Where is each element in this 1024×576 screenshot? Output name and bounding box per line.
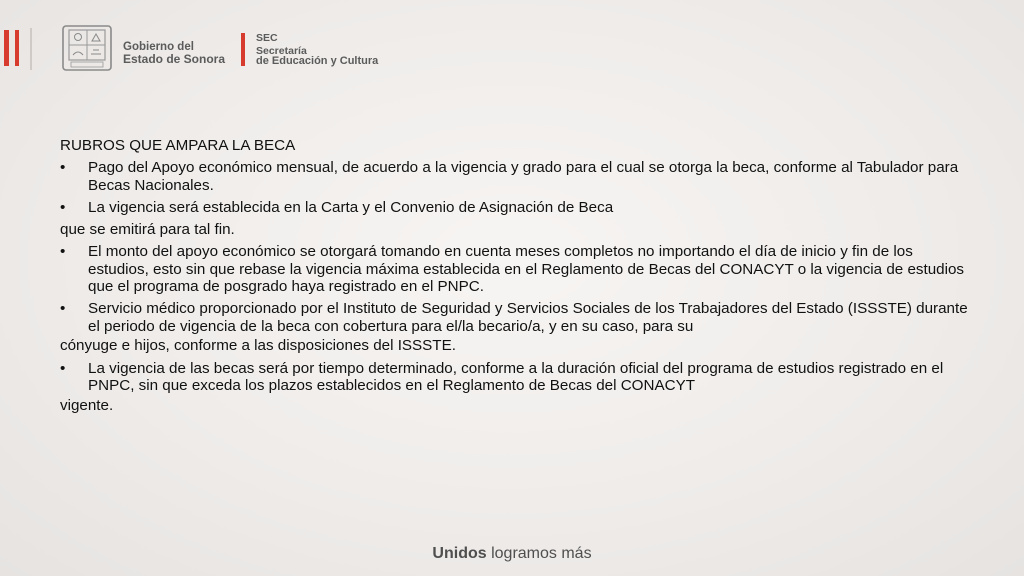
sec-divider [241, 33, 245, 66]
bullet-continuation: que se emitirá para tal fin. [60, 220, 235, 238]
government-name [123, 41, 225, 66]
slide-body [60, 137, 970, 419]
bullet-item: • El monto del apoyo económico se otorgará tomando en cuenta meses completos no importando el día de inicio y fin de los estudios, esto sin que rebase la vigencia máxima establecida en el Reglamento de Becas del CONACYT o la vigencia de estudios que el programa de posgrado haya registrado en el PNPC. [60, 243, 970, 296]
government-line1: Gobierno del [123, 41, 194, 53]
footer-slogan [0, 545, 1024, 563]
bullet-item: • La vigencia será establecida en la Carta y el Convenio de Asignación de Beca [60, 199, 970, 217]
accent-bar-right [15, 30, 19, 66]
sec-line2: de Educación y Cultura [256, 55, 379, 67]
bullet-continuation: cónyuge e hijos, conforme a las disposiciones del ISSSTE. [60, 337, 456, 355]
header-divider [30, 28, 32, 70]
accent-bar-left [4, 30, 9, 66]
sec-line1: Secretaría [256, 44, 307, 57]
sec-name [256, 33, 378, 67]
slide-title: RUBROS QUE AMPARA LA BECA [60, 137, 296, 154]
bullet-continuation: vigente. [60, 396, 114, 414]
slogan-rest: logramos más [491, 545, 592, 562]
bullet-item: • Servicio médico proporcionado por el Instituto de Seguridad y Servicios Sociales de los Trabajadores del Estado (ISSSTE) durante el periodo de vigencia de la beca con cobertura para el/la becario/a, y en su caso, para su [60, 300, 970, 335]
slogan-bold: Unidos [432, 545, 487, 562]
government-line2: Estado de Sonora [123, 52, 226, 67]
bullet-item: • Pago del Apoyo económico mensual, de acuerdo a la vigencia y grado para el cual se otorga la beca, conforme al Tabulador para Becas Nacionales. [60, 159, 970, 194]
sec-acronym: SEC [256, 32, 278, 44]
bullet-item: • La vigencia de las becas será por tiempo determinado, conforme a la duración oficial del programa de estudios registrado en el PNPC, sin que exceda los plazos establecidos en el Reglamento de Becas del CONACYT [60, 360, 970, 395]
sonora-crest-icon [62, 25, 112, 71]
